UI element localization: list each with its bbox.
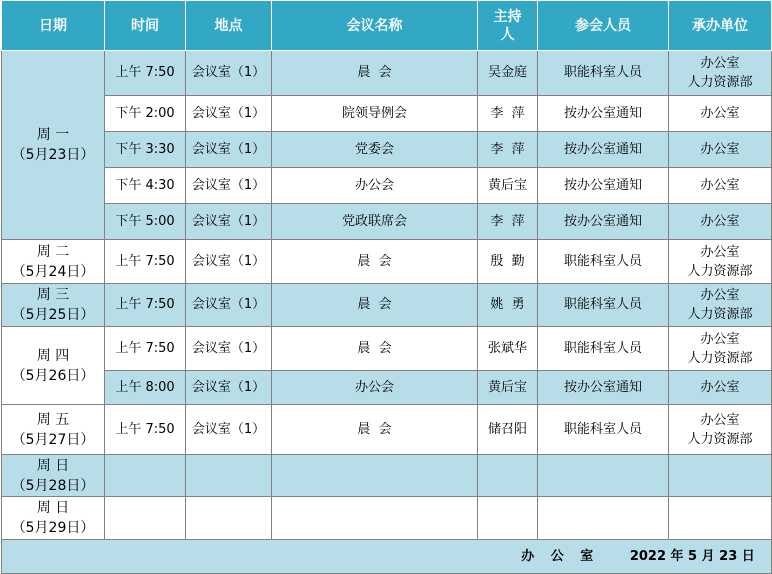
place-cell <box>186 455 272 497</box>
organizer-line: 办公室 <box>700 380 740 395</box>
footer-row <box>2 540 772 574</box>
date-label: （5月24日） <box>11 263 95 280</box>
organizer-cell <box>669 132 772 168</box>
meeting-name-cell: 晨 会 <box>272 240 478 284</box>
header-time: 时间 <box>105 1 186 51</box>
time-cell: 下午 5:00 <box>105 204 186 240</box>
attendees-cell <box>538 497 669 540</box>
meeting-name-cell: 院领导例会 <box>272 96 478 132</box>
host-cell: 储召阳 <box>478 405 538 455</box>
date-cell <box>2 497 105 540</box>
attendees-cell: 按办公室通知 <box>538 96 669 132</box>
date-cell <box>2 284 105 327</box>
table-row <box>2 51 772 96</box>
place-cell: 会议室（1） <box>186 371 272 405</box>
organizer-line: 办公室 <box>700 331 740 347</box>
meeting-name-cell <box>272 455 478 497</box>
place-cell: 会议室（1） <box>186 132 272 168</box>
weekday-label: 周 五 <box>36 411 70 428</box>
organizer-line: 人力资源部 <box>687 75 753 90</box>
header-host <box>478 1 538 51</box>
attendees-cell <box>538 455 669 497</box>
time-cell: 上午 7:50 <box>105 284 186 327</box>
organizer-cell <box>669 497 772 540</box>
organizer-line: 人力资源部 <box>687 307 753 322</box>
attendees-cell: 按办公室通知 <box>538 132 669 168</box>
place-cell: 会议室（1） <box>186 327 272 371</box>
time-cell <box>105 497 186 540</box>
table-row <box>2 132 772 168</box>
place-cell: 会议室（1） <box>186 284 272 327</box>
host-cell <box>478 455 538 497</box>
header-organizer: 承办单位 <box>669 1 772 51</box>
time-cell: 上午 7:50 <box>105 327 186 371</box>
date-label: （5月26日） <box>11 367 95 384</box>
host-cell: 姚 勇 <box>478 284 538 327</box>
schedule-body <box>2 51 772 540</box>
footer-date: 2022 年 5 月 23 日 <box>629 548 755 564</box>
attendees-cell: 按办公室通知 <box>538 168 669 204</box>
organizer-line: 办公室 <box>700 56 740 71</box>
place-cell: 会议室（1） <box>186 168 272 204</box>
date-label: （5月28日） <box>11 477 95 494</box>
attendees-cell: 职能科室人员 <box>538 327 669 371</box>
attendees-cell: 职能科室人员 <box>538 284 669 327</box>
meeting-name-cell: 晨 会 <box>272 405 478 455</box>
attendees-cell: 按办公室通知 <box>538 204 669 240</box>
host-cell: 李 萍 <box>478 132 538 168</box>
date-label: （5月29日） <box>11 520 95 536</box>
time-cell: 下午 3:30 <box>105 132 186 168</box>
time-cell: 上午 8:00 <box>105 371 186 405</box>
date-cell <box>2 240 105 284</box>
time-cell: 下午 4:30 <box>105 168 186 204</box>
attendees-cell: 职能科室人员 <box>538 51 669 96</box>
table-row <box>2 455 772 497</box>
table-row <box>2 371 772 405</box>
organizer-cell <box>669 371 772 405</box>
weekday-label: 周 日 <box>36 500 70 516</box>
organizer-line: 办公室 <box>700 106 740 121</box>
table-row <box>2 168 772 204</box>
header-attendees: 参会人员 <box>538 1 669 51</box>
table-row <box>2 204 772 240</box>
organizer-line: 人力资源部 <box>687 263 753 279</box>
organizer-line: 办公室 <box>700 178 740 193</box>
place-cell <box>186 497 272 540</box>
meeting-name-cell <box>272 497 478 540</box>
weekday-label: 周 日 <box>36 457 70 474</box>
time-cell <box>105 455 186 497</box>
meeting-name-cell: 党委会 <box>272 132 478 168</box>
place-cell: 会议室（1） <box>186 204 272 240</box>
date-label: （5月25日） <box>11 307 95 323</box>
meeting-name-cell: 晨 会 <box>272 284 478 327</box>
host-cell: 李 萍 <box>478 96 538 132</box>
weekday-label: 周 三 <box>36 287 70 303</box>
host-cell: 黄后宝 <box>478 168 538 204</box>
date-cell <box>2 405 105 455</box>
date-cell <box>2 327 105 405</box>
host-cell: 殷 勤 <box>478 240 538 284</box>
table-row <box>2 497 772 540</box>
place-cell: 会议室（1） <box>186 240 272 284</box>
table-row <box>2 284 772 327</box>
organizer-cell <box>669 284 772 327</box>
place-cell: 会议室（1） <box>186 96 272 132</box>
organizer-cell <box>669 455 772 497</box>
table-row <box>2 96 772 132</box>
time-cell: 下午 2:00 <box>105 96 186 132</box>
date-cell <box>2 455 105 497</box>
organizer-cell <box>669 327 772 371</box>
organizer-line: 办公室 <box>700 142 740 157</box>
host-cell: 黄后宝 <box>478 371 538 405</box>
attendees-cell: 按办公室通知 <box>538 371 669 405</box>
meeting-name-cell: 晨 会 <box>272 327 478 371</box>
time-cell: 上午 7:50 <box>105 240 186 284</box>
organizer-cell <box>669 168 772 204</box>
host-cell: 李 萍 <box>478 204 538 240</box>
attendees-cell: 职能科室人员 <box>538 405 669 455</box>
host-cell: 吴金庭 <box>478 51 538 96</box>
footer-org: 办 公 室 <box>521 548 600 564</box>
meeting-schedule-table <box>1 0 772 574</box>
header-date: 日期 <box>2 1 105 51</box>
organizer-line: 办公室 <box>700 244 740 260</box>
organizer-cell <box>669 240 772 284</box>
weekday-label: 周 二 <box>36 243 70 260</box>
organizer-cell <box>669 51 772 96</box>
place-cell: 会议室（1） <box>186 51 272 96</box>
organizer-line: 人力资源部 <box>687 431 753 447</box>
date-label: （5月27日） <box>11 431 95 448</box>
time-cell: 上午 7:50 <box>105 405 186 455</box>
meeting-name-cell: 办公会 <box>272 168 478 204</box>
header-place: 地点 <box>186 1 272 51</box>
organizer-cell <box>669 204 772 240</box>
table-row <box>2 405 772 455</box>
host-cell <box>478 497 538 540</box>
meeting-name-cell: 办公会 <box>272 371 478 405</box>
header-meeting: 会议名称 <box>272 1 478 51</box>
organizer-line: 办公室 <box>700 214 740 229</box>
header-host-text: 主持人 <box>493 8 522 43</box>
attendees-cell: 职能科室人员 <box>538 240 669 284</box>
organizer-line: 人力资源部 <box>687 350 753 366</box>
place-cell: 会议室（1） <box>186 405 272 455</box>
weekday-label: 周 四 <box>36 347 70 364</box>
header-row <box>2 1 772 51</box>
table-row <box>2 327 772 371</box>
host-cell: 张斌华 <box>478 327 538 371</box>
time-cell: 上午 7:50 <box>105 51 186 96</box>
date-label: （5月23日） <box>11 147 95 163</box>
weekday-label: 周 一 <box>36 127 70 143</box>
date-cell <box>2 51 105 240</box>
meeting-name-cell: 晨 会 <box>272 51 478 96</box>
organizer-cell <box>669 96 772 132</box>
organizer-line: 办公室 <box>700 412 740 428</box>
table-row <box>2 240 772 284</box>
meeting-name-cell: 党政联席会 <box>272 204 478 240</box>
organizer-cell <box>669 405 772 455</box>
footer-cell <box>2 540 772 574</box>
organizer-line: 办公室 <box>700 288 740 303</box>
